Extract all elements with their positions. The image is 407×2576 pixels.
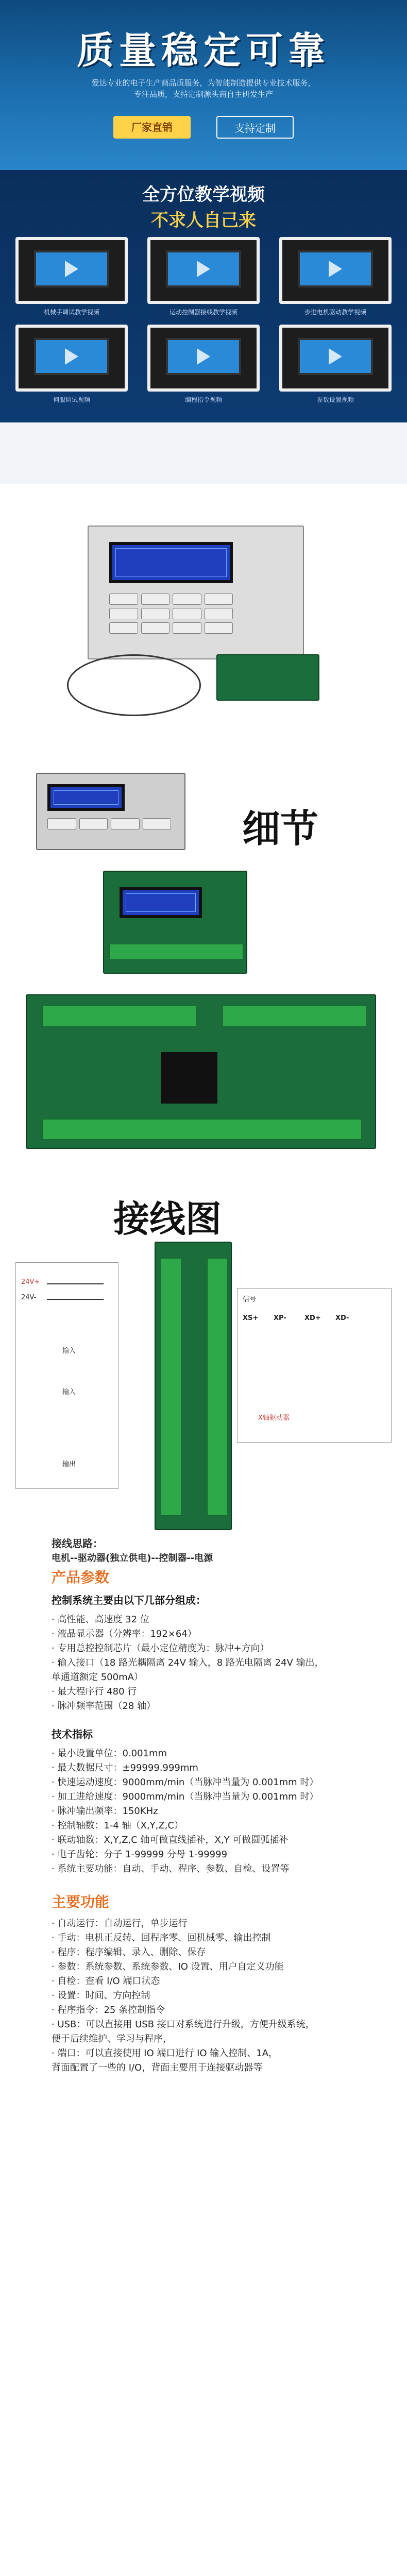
wiring-title: 接线图 — [113, 1197, 222, 1240]
video-section — [0, 170, 407, 484]
wiring-left-diagram — [15, 1262, 118, 1489]
wiring-section — [0, 1185, 407, 1566]
pin-xs-plus: XS+ — [243, 1314, 259, 1322]
video-title: 全方位教学视频 — [142, 184, 265, 205]
keypad — [109, 594, 233, 634]
func-item: · USB：可以直接用 USB 接口对系统进行升级，方便升级系统， — [52, 2019, 315, 2030]
factory-direct-button[interactable]: 厂家直销 — [113, 116, 191, 139]
func-item: · 手动：电机正反转、回程序零、回机械零、输出控制 — [52, 1933, 271, 1943]
func-item: · 自动运行：自动运行，单步运行 — [52, 1918, 188, 1929]
func-item: 便于后续维护、学习与程序， — [52, 2033, 172, 2044]
functions-heading: 主要功能 — [52, 1893, 110, 1910]
func-item: · 设置：时间、方向控制 — [52, 1990, 150, 2001]
driver-board-image — [216, 654, 319, 701]
size-section — [0, 2566, 407, 2576]
spec-item: · 最大数据尺寸：±99999.999mm — [52, 1762, 198, 1773]
video-caption: 伺服调试视频 — [53, 396, 90, 403]
pin-xd-plus: XD+ — [304, 1314, 321, 1322]
params-sub2: 技术指标 — [52, 1728, 93, 1740]
lcd-screen — [109, 542, 233, 583]
label-input: 输入 — [62, 1347, 76, 1355]
video-thumb-2[interactable] — [147, 237, 260, 316]
detail-section — [0, 752, 407, 1206]
hero-banner — [0, 0, 407, 170]
support-custom-button[interactable]: 支持定制 — [216, 116, 294, 139]
param-item: · 脉冲频率范围（28 轴） — [52, 1701, 156, 1711]
controller-image — [88, 526, 304, 659]
signal-label: 信号 — [243, 1296, 257, 1303]
video-caption: 机械手调试教学视频 — [43, 309, 99, 316]
func-item: 背面配置了一些的 I/O，背面主要用于连接驱动器等 — [52, 2062, 263, 2073]
params-sub1: 控制系统主要由以下几部分组成： — [52, 1594, 206, 1606]
play-icon[interactable] — [197, 261, 210, 277]
spec-item: · 电子齿轮：分子 1-99999 分母 1-99999 — [52, 1849, 228, 1860]
video-subtitle: 不求人自己来 — [151, 210, 256, 231]
param-item: · 专用总控控制芯片（最小定位精度为：脉冲+方向） — [52, 1643, 269, 1654]
pin-xp-minus: XP- — [274, 1314, 286, 1322]
spec-item: · 快速运动速度：9000mm/min（当脉冲当量为 0.001mm 时） — [52, 1777, 319, 1788]
spec-item: · 最小设置单位：0.001mm — [52, 1748, 167, 1759]
axis-driver-diagram — [237, 1288, 392, 1443]
play-icon[interactable] — [329, 348, 342, 365]
label-output: 输出 — [62, 1461, 76, 1468]
route-title: 接线思路： — [52, 1537, 103, 1550]
params-section — [0, 1566, 407, 2566]
video-thumb-4[interactable] — [15, 325, 128, 403]
func-item: · 程序：程序编辑、录入、删除、保存 — [52, 1947, 206, 1958]
spec-item: · 联动轴数：X,Y,Z,C 轴可做直线插补，X,Y 可做圆弧插补 — [52, 1835, 289, 1845]
pcb-terminal-image — [155, 1242, 232, 1530]
param-item: · 高性能、高速度 32 位 — [52, 1614, 149, 1625]
hero-title: 质量稳定可靠 — [76, 28, 330, 72]
play-icon[interactable] — [197, 348, 210, 365]
play-icon[interactable] — [65, 261, 78, 277]
params-heading: 产品参数 — [52, 1569, 110, 1586]
func-item: · 端口：可以直接使用 IO 端口进行 IO 输入控制、1A， — [52, 2048, 278, 2059]
video-caption: 参数设置视频 — [316, 396, 354, 403]
x-driver-label: X轴驱动器 — [258, 1414, 290, 1422]
detail-front-image — [36, 773, 185, 850]
video-caption: 运动控制器接线教学视频 — [169, 309, 238, 316]
spec-item: · 脉冲输出频率：150KHz — [52, 1806, 158, 1817]
func-item: · 自检：查看 I/O 端口状态 — [52, 1976, 160, 1987]
hero-sub-line2: 专注品质，支持定制源头商自主研发生产 — [133, 90, 273, 99]
param-item: · 输入接口（18 路光耦隔离 24V 输入，8 路光电隔离 24V 输出， — [52, 1657, 324, 1668]
video-caption: 编程指令视频 — [184, 396, 222, 403]
video-thumb-3[interactable] — [279, 237, 392, 316]
play-icon[interactable] — [329, 261, 342, 277]
video-thumb-5[interactable] — [147, 325, 260, 403]
detail-board-image — [103, 871, 247, 974]
param-item: 单通道额定 500mA） — [52, 1672, 143, 1683]
route-text: 电机--驱动器(独立供电)--控制器--电源 — [52, 1553, 213, 1564]
video-thumb-1[interactable] — [15, 237, 128, 316]
cable-image — [67, 654, 201, 716]
detail-title: 细节 — [242, 807, 318, 851]
func-item: · 参数：系统参数、系统参数、IO 设置、用户自定义功能 — [52, 1961, 284, 1972]
label-input-2: 输入 — [62, 1388, 76, 1396]
param-item: · 液晶显示器（分辨率：192×64） — [52, 1629, 197, 1639]
label-24v-plus: 24V+ — [21, 1278, 40, 1286]
product-strip — [0, 422, 407, 484]
param-item: · 最大程序行 480 行 — [52, 1686, 137, 1697]
video-caption: 步进电机驱动教学视频 — [304, 309, 366, 316]
spec-item: · 系统主要功能：自动、手动、程序、参数、自检、设置等 — [52, 1863, 290, 1874]
hero-subtitle — [49, 77, 358, 100]
spec-item: · 控制轴数：1-4 轴（X,Y,Z,C） — [52, 1820, 183, 1831]
pin-xd-minus: XD- — [335, 1314, 349, 1322]
hero-sub-line1: 爱达专业的电子生产商品质服务，为智能制造提供专业技术服务， — [91, 78, 316, 88]
spec-item: · 加工进给速度：9000mm/min（当脉冲当量为 0.001mm 时） — [52, 1791, 319, 1802]
detail-pcb-image — [26, 994, 376, 1149]
func-item: · 程序指令：25 条控制指令 — [52, 2005, 165, 2015]
product-photo — [0, 484, 407, 752]
label-24v-minus: 24V- — [21, 1294, 37, 1301]
video-thumb-6[interactable] — [279, 325, 392, 403]
play-icon[interactable] — [65, 348, 78, 365]
chip — [161, 1052, 217, 1104]
